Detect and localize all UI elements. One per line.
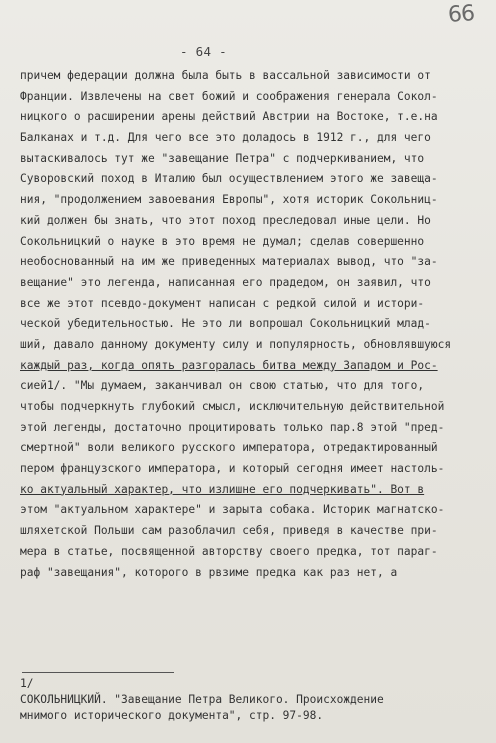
archive-folio-number: 66	[447, 1, 475, 28]
text-line: Франции. Извлечены на свет божий и соображения генерала Сокол-	[20, 89, 438, 103]
footnote-line: мнимого исторического документа", стр. 97-98.	[20, 709, 324, 722]
text-line: ния, "продолжением завоевания Европы", хотя историк Сокольниц-	[20, 193, 438, 207]
footnote-line: СОКОЛЬНИЦКИЙ. "Завещание Петра Великого. Происхождение	[20, 693, 384, 706]
text-line: причем федерации должна была быть в вассальной зависимости от	[20, 69, 431, 82]
text-line: чтобы подчеркнуть глубокий смысл, исключительную действительной	[20, 400, 445, 413]
page-number: - 64 -	[180, 44, 227, 59]
footnote	[20, 676, 480, 724]
text-line: этом "актуальном характере" и зарыта собака. Историк магнатско-	[20, 503, 445, 517]
text-line-underlined: ко актуальный характер, что излишне его подчеркивать". Вот в	[20, 482, 425, 496]
footnote-divider	[22, 672, 174, 673]
text-line: необоснованный на им же приведенных материалах вывод, что "за-	[20, 255, 438, 269]
text-line: ческой убедительностью. Не это ли вопрошал Сокольницкий млад-	[20, 317, 431, 331]
text-line-underlined: каждый раз, когда опять разгоралась битва между Западом и Рос-	[20, 358, 438, 372]
text-line: пером французского императора, и который сегодня имеет настоль-	[20, 462, 445, 476]
text-line: все же этот псевдо-документ написан с редкой силой и истори-	[20, 296, 425, 310]
text-line: ницкого о расширении арены действий Австрии на Востоке, т.е.на	[20, 110, 438, 124]
text-line: Балканах и т.д. Для чего все это доладось в 1912 г., для чего	[20, 131, 431, 145]
footnote-marker: 1/	[20, 677, 34, 690]
text-line: вытаскивалось тут же "завещание Петра" с подчеркиванием, что	[20, 151, 425, 165]
body-text	[20, 66, 488, 583]
text-line: ший, давало данному документу силу и популярность, обновлявшуюся	[20, 337, 452, 351]
text-line: мера в статье, посвященной авторству своего предка, тот параг-	[20, 544, 438, 558]
text-line: кий должен бы знать, что этот поход преследовал иные цели. Но	[20, 213, 431, 227]
text-line: раф "завещания", которого в рвзиме предка как раз нет, а	[20, 565, 398, 579]
text-line: Суворовский поход в Италию был осуществлением этого же завеща-	[20, 172, 438, 186]
text-line: сией1/. "Мы думаем, заканчивал он свою статью, что для того,	[20, 379, 425, 393]
text-line: шляхетской Польши сам разоблачил себя, приведя в качестве при-	[20, 524, 438, 538]
text-line: Сокольницкий о науке в это время не думал; сделав совершенно	[20, 234, 425, 248]
text-line: вещание" это легенда, написанная его прадедом, он заявил, что	[20, 275, 431, 289]
text-line: смертной" воли великого русского императора, отредактированный	[20, 441, 438, 455]
text-line: этой легенды, достаточно процитировать только пар.8 этой "пред-	[20, 420, 445, 434]
